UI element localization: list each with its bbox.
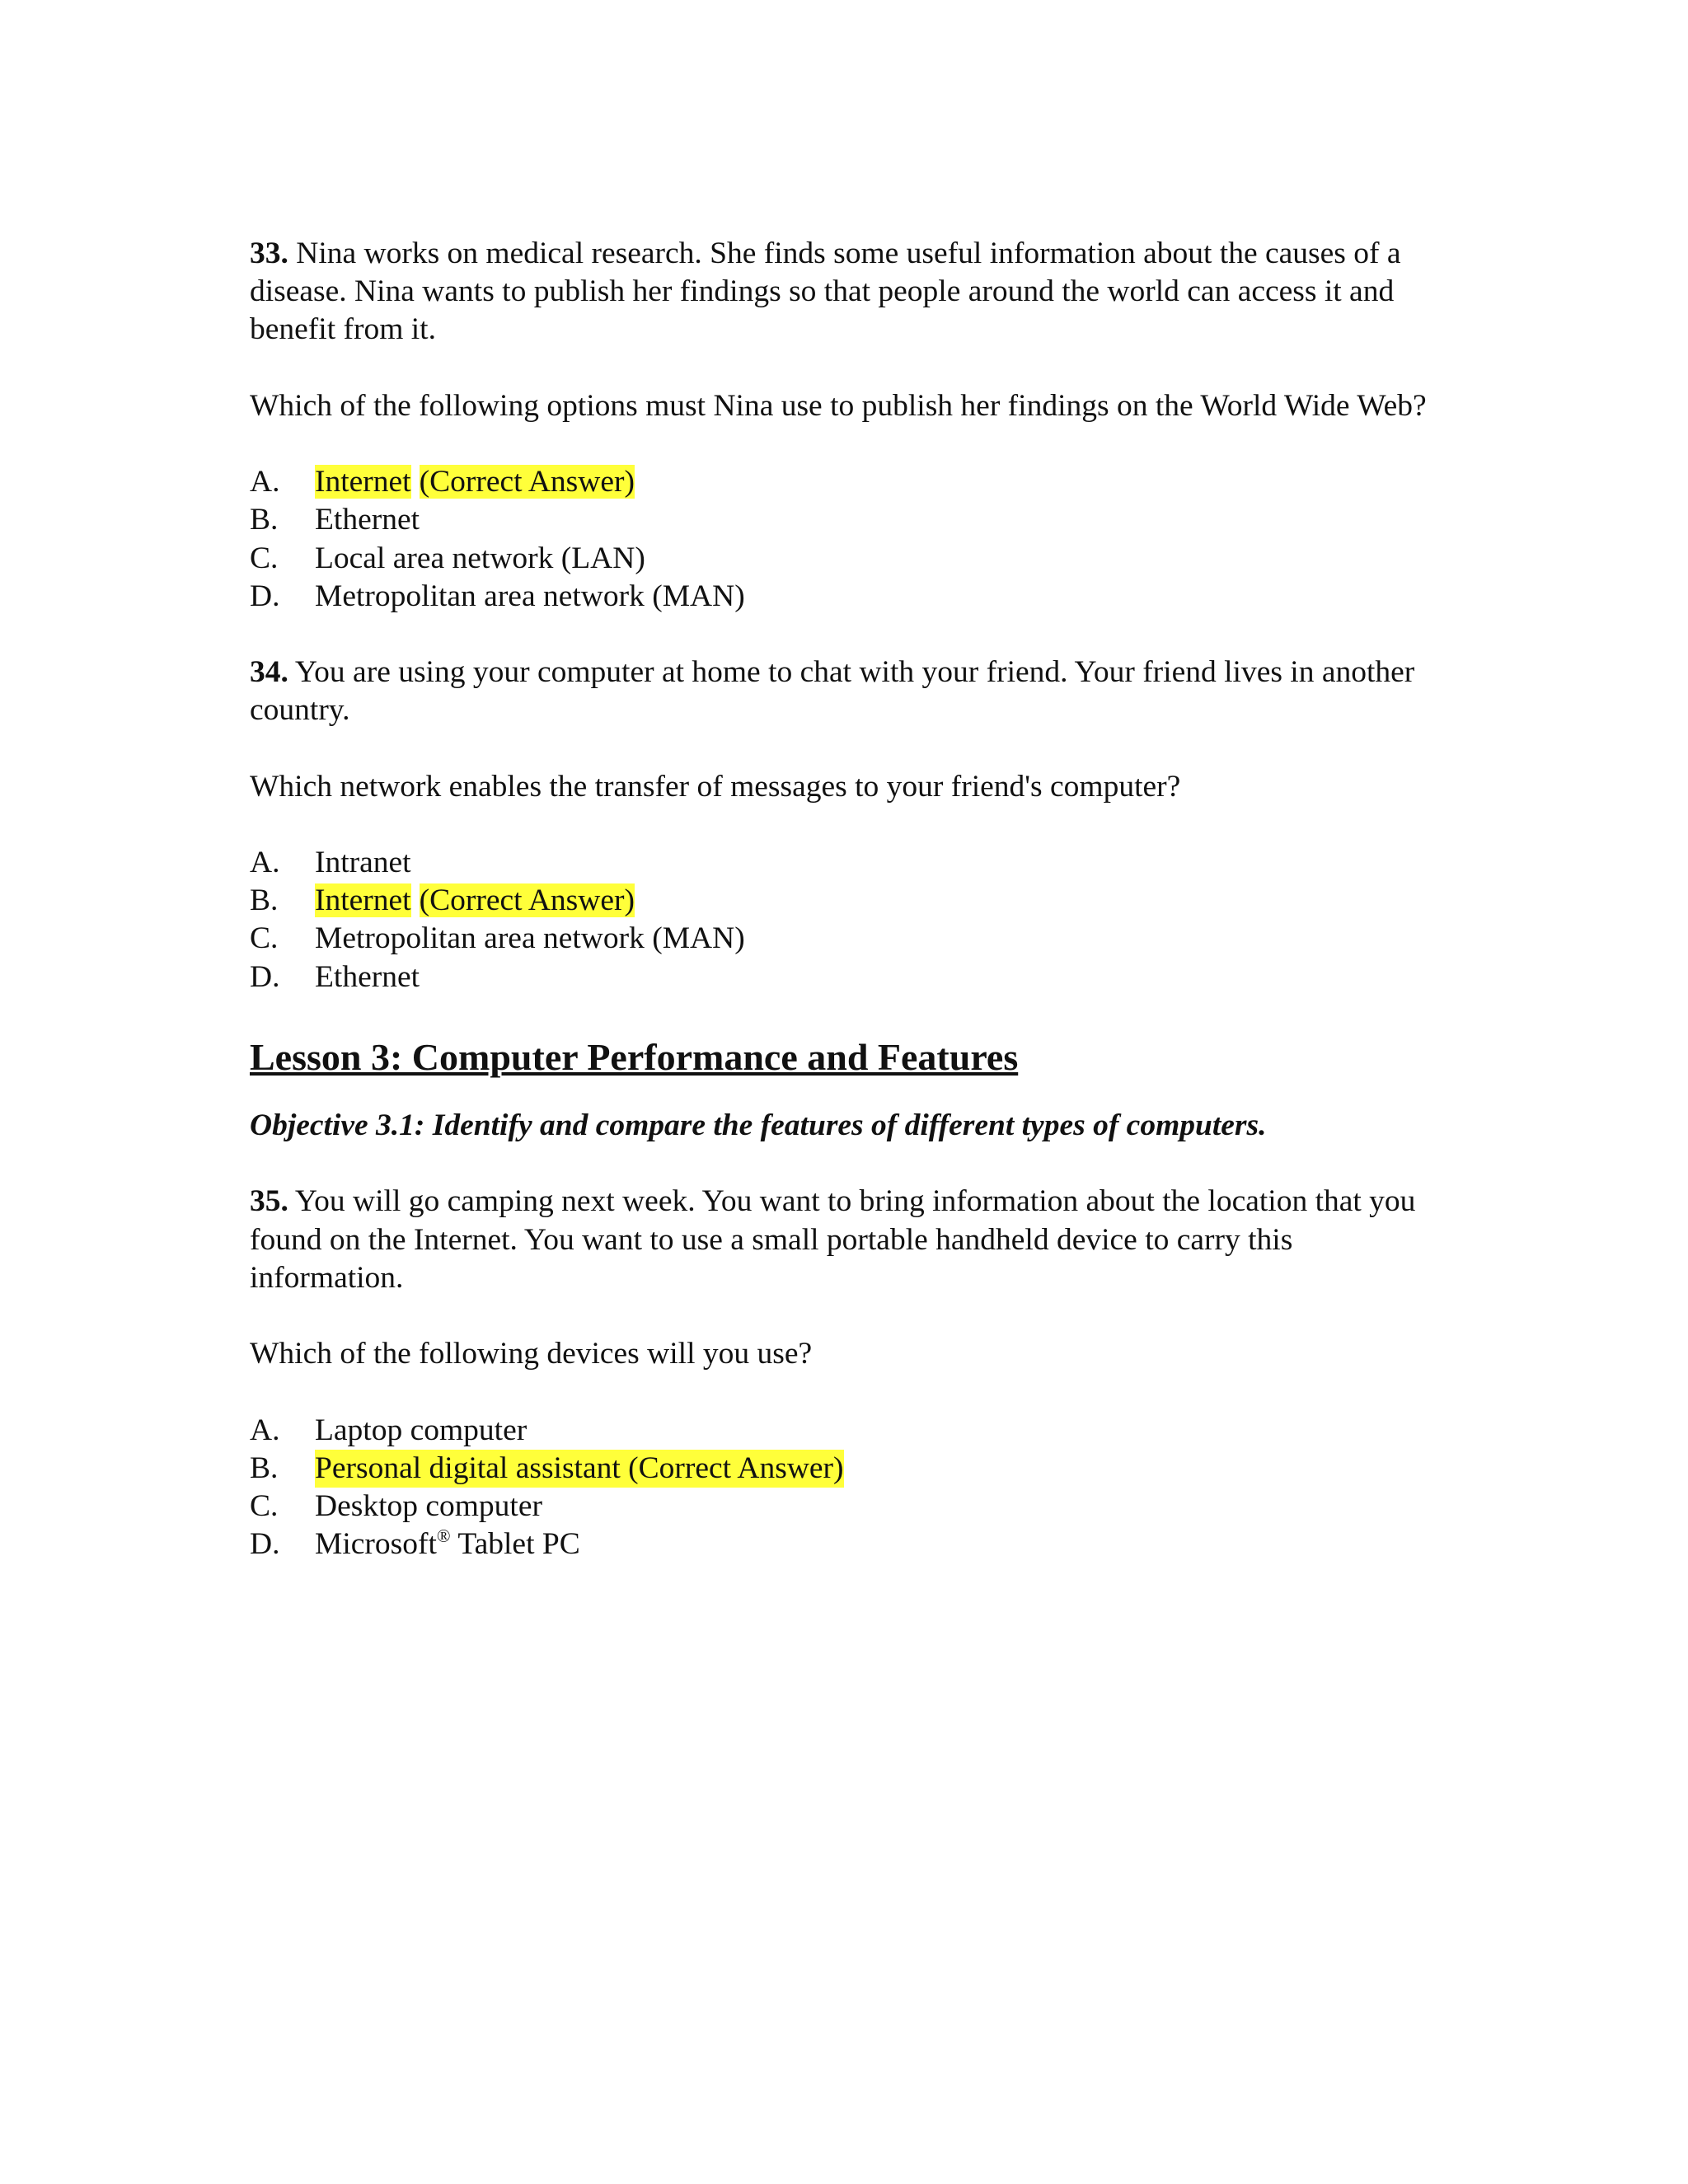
option-text: Ethernet (315, 959, 420, 994)
question-35-option-a (250, 1412, 1453, 1450)
option-text: Desktop computer (315, 1489, 542, 1523)
question-35-option-b (250, 1450, 1453, 1488)
question-34-option-d (250, 958, 1453, 996)
option-letter: C. (250, 1489, 279, 1523)
correct-answer-note: (Correct Answer) (419, 465, 635, 499)
objective-heading: Objective 3.1: Identify and compare the features of different types of computers. (250, 1108, 1267, 1143)
question-33-option-b (250, 501, 1453, 539)
question-35-option-d (250, 1526, 1453, 1563)
option-letter: A. (250, 1413, 280, 1447)
question-33-option-c (250, 540, 1453, 578)
option-text: Metropolitan area network (MAN) (315, 921, 745, 956)
option-text: Laptop computer (315, 1413, 528, 1447)
option-letter: B. (250, 883, 279, 918)
option-text: Local area network (LAN) (315, 541, 645, 575)
option-letter: D. (250, 579, 280, 613)
question-34-option-a (250, 844, 1453, 882)
question-34-stem (250, 654, 1453, 729)
option-letter: C. (250, 541, 279, 575)
question-33-stem (250, 235, 1453, 349)
option-text-highlighted: Internet (315, 883, 411, 918)
question-34-option-c (250, 920, 1453, 958)
option-letter: B. (250, 1451, 279, 1485)
lesson-heading: Lesson 3: Computer Performance and Features (250, 1036, 1019, 1079)
option-letter: A. (250, 465, 280, 499)
option-text: Ethernet (315, 503, 420, 537)
question-35-options (250, 1412, 1453, 1564)
option-text-highlighted: Internet (315, 465, 411, 499)
option-text-brand: Microsoft (315, 1527, 437, 1562)
option-letter: D. (250, 959, 280, 994)
question-34-options (250, 844, 1453, 996)
question-35-prompt: Which of the following devices will you use? (250, 1337, 813, 1371)
option-text-suffix: Tablet PC (450, 1527, 580, 1562)
option-text: Intranet (315, 846, 411, 880)
option-text-highlighted: Personal digital assistant (Correct Answer) (315, 1450, 844, 1488)
question-33-number: 33. (250, 237, 288, 270)
question-33-options (250, 463, 1453, 616)
option-letter: A. (250, 846, 280, 880)
question-34-number: 34. (250, 655, 288, 690)
option-text (315, 1526, 580, 1563)
question-35-option-c (250, 1488, 1453, 1526)
option-letter: B. (250, 503, 279, 537)
question-35-number: 35. (250, 1184, 288, 1219)
option-letter: C. (250, 921, 279, 956)
question-33-text: Nina works on medical research. She finds some useful information about the causes of a disease. Nina wants to publish her findings so that people around the world can access it and benefit from it. (250, 237, 1401, 347)
document-page (250, 235, 1453, 1602)
option-text: Metropolitan area network (MAN) (315, 579, 745, 613)
option-letter: D. (250, 1527, 280, 1562)
question-33-option-a (250, 463, 1453, 501)
question-35-stem (250, 1183, 1453, 1297)
correct-answer-note: (Correct Answer) (419, 883, 635, 918)
question-33-prompt: Which of the following options must Nina use to publish her findings on the World Wide Web? (250, 388, 1427, 423)
question-33-option-d (250, 578, 1453, 616)
question-34-prompt: Which network enables the transfer of messages to your friend's computer? (250, 769, 1181, 804)
question-34-text: You are using your computer at home to chat with your friend. Your friend lives in another country. (250, 655, 1415, 728)
question-34-option-b (250, 882, 1453, 920)
registered-mark: ® (436, 1526, 451, 1547)
question-35-text: You will go camping next week. You want to bring information about the location that you found on the Internet. You want to use a small portable handheld device to carry this information. (250, 1184, 1416, 1295)
